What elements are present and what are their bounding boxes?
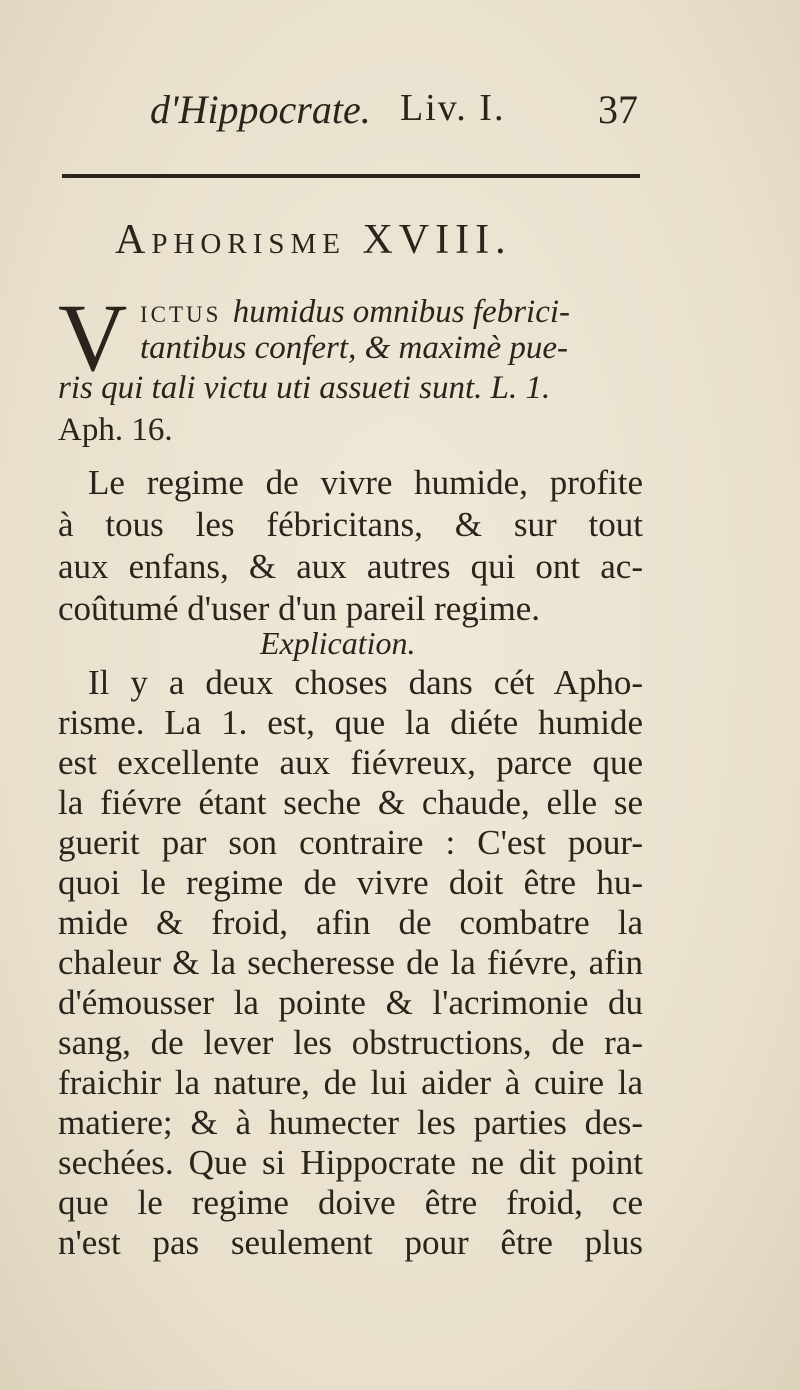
- running-title: d'Hippocrate.: [150, 87, 371, 132]
- header-rule: [62, 174, 640, 178]
- text-line: est excellente aux fiévreux, parce que: [58, 743, 643, 782]
- text-line: Le regime de vivre humide, profite: [88, 463, 643, 502]
- text-line: aux enfans, & aux autres qui ont ac-: [58, 547, 643, 586]
- text-line: d'émousser la pointe & l'acrimonie du: [58, 983, 643, 1022]
- latin-line: tantibus confert, & maximè pue-: [140, 330, 569, 366]
- text-line: fraichir la nature, de lui aider à cuire la: [58, 1063, 643, 1102]
- text-line: Il y a deux choses dans cét Apho-: [88, 663, 643, 702]
- text-line: mide & froid, afin de combatre la: [58, 903, 643, 942]
- page-number: 37: [598, 87, 638, 132]
- text-line: guerit par son contraire : C'est pour-: [58, 823, 643, 862]
- latin-line: ris qui tali victu uti assueti sunt. L. 1.: [58, 370, 551, 406]
- text-line: matiere; & à humecter les parties des-: [58, 1103, 643, 1142]
- text-line: sechées. Que si Hippocrate ne dit point: [58, 1143, 643, 1182]
- text-line: la fiévre étant seche & chaude, elle se: [58, 783, 643, 822]
- explication-title: Explication.: [260, 625, 416, 661]
- text-line: chaleur & la secheresse de la fiévre, afin: [58, 943, 643, 982]
- book-number: Liv. I.: [400, 87, 506, 129]
- text-line: n'est pas seulement pour être plus: [58, 1223, 643, 1262]
- text-line: quoi le regime de vivre doit être hu-: [58, 863, 643, 902]
- drop-capital: V: [58, 284, 128, 391]
- text-line: risme. La 1. est, que la diéte humide: [58, 703, 643, 742]
- aphorism-heading: Aphorisme XVIII.: [115, 217, 512, 263]
- text-line: sang, de lever les obstructions, de ra-: [58, 1023, 643, 1062]
- text-line: à tous les fébricitans, & sur tout: [58, 505, 643, 544]
- latin-line: Aph. 16.: [58, 412, 173, 448]
- running-header: [150, 86, 660, 146]
- latin-line: ictus humidus omnibus febrici-: [140, 294, 571, 330]
- text-line: coûtumé d'user d'un pareil regime.: [58, 589, 541, 628]
- text-line: que le regime doive être froid, ce: [58, 1183, 643, 1222]
